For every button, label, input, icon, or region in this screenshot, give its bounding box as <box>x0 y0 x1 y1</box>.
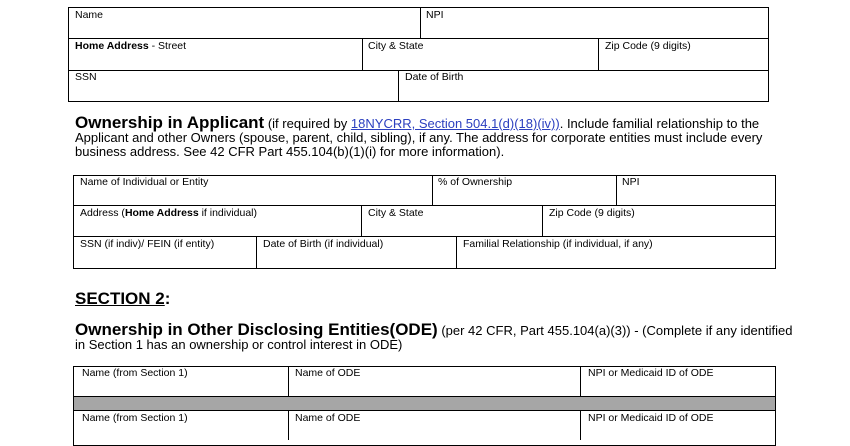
owner-address-label <box>80 207 257 219</box>
ownership-ode-text: (per 42 CFR, Part 455.104(a)(3)) - (Complete if any identified in Section 1 has an ownership or control interest in ODE) <box>75 323 793 352</box>
address-bold: Home Address <box>124 207 199 219</box>
regulation-link[interactable]: 18NYCRR, Section 504.1(d)(18)(iv)) <box>350 116 560 131</box>
date-of-birth-label: Date of Birth <box>405 71 464 83</box>
ownership-ode-title: Ownership in Other Disclosing Entities(ODE) <box>75 320 438 339</box>
ode-row-2-name-ode-label: Name of ODE <box>295 412 361 424</box>
familial-relationship-label: Familial Relationship (if individual, if any) <box>463 238 653 250</box>
ssn-field[interactable] <box>69 71 398 101</box>
ownership-applicant-text: . Include familial relationship to the Applicant and other Owners (spouse, parent, child, sibling), if any. The address for corporate entities must include every business address. See 42 CFR Part 455.104(b)(1)(i) for more information). <box>75 116 763 159</box>
name-field[interactable] <box>69 8 420 38</box>
ownership-applicant-heading <box>75 113 795 159</box>
address-prefix: Address ( <box>80 207 125 219</box>
ode-row-2-npi-medicaid-label: NPI or Medicaid ID of ODE <box>588 412 714 424</box>
section-2-colon: : <box>164 289 171 308</box>
address-suffix: if individual) <box>198 207 258 219</box>
ode-row-1-npi-medicaid-label: NPI or Medicaid ID of ODE <box>588 367 714 379</box>
owner-name-label: Name of Individual or Entity <box>80 176 209 188</box>
divider <box>73 396 776 397</box>
ode-row-2-name-from-label: Name (from Section 1) <box>82 412 188 424</box>
owner-npi-field[interactable] <box>617 176 775 205</box>
owner-npi-label: NPI <box>622 176 640 188</box>
npi-label: NPI <box>426 9 444 21</box>
owner-city-state-label: City & State <box>368 207 424 219</box>
home-address-label <box>75 40 186 52</box>
ode-row-1-name-ode-label: Name of ODE <box>295 367 361 379</box>
ownership-percent-label: % of Ownership <box>438 176 513 188</box>
zip-code-label: Zip Code (9 digits) <box>605 40 691 52</box>
ssn-label: SSN <box>75 71 97 83</box>
owner-zip-code-label: Zip Code (9 digits) <box>549 207 635 219</box>
ssn-fein-label: SSN (if indiv)/ FEIN (if entity) <box>80 238 215 250</box>
npi-field[interactable] <box>421 8 768 38</box>
owner-date-of-birth-label: Date of Birth (if individual) <box>263 238 384 250</box>
ownership-applicant-title: Ownership in Applicant <box>75 113 265 132</box>
section-2-heading <box>75 289 170 309</box>
name-label: Name <box>75 9 104 21</box>
city-state-label: City & State <box>368 40 424 52</box>
ownership-ode-heading <box>75 320 795 352</box>
ownership-applicant-intro: (if required by <box>264 116 351 131</box>
ode-row-1-name-from-label: Name (from Section 1) <box>82 367 188 379</box>
section-2-label: SECTION 2 <box>75 289 165 308</box>
home-address-bold: Home Address <box>75 40 149 52</box>
home-address-rest: - Street <box>148 40 187 52</box>
ode-row-separator <box>74 397 775 410</box>
